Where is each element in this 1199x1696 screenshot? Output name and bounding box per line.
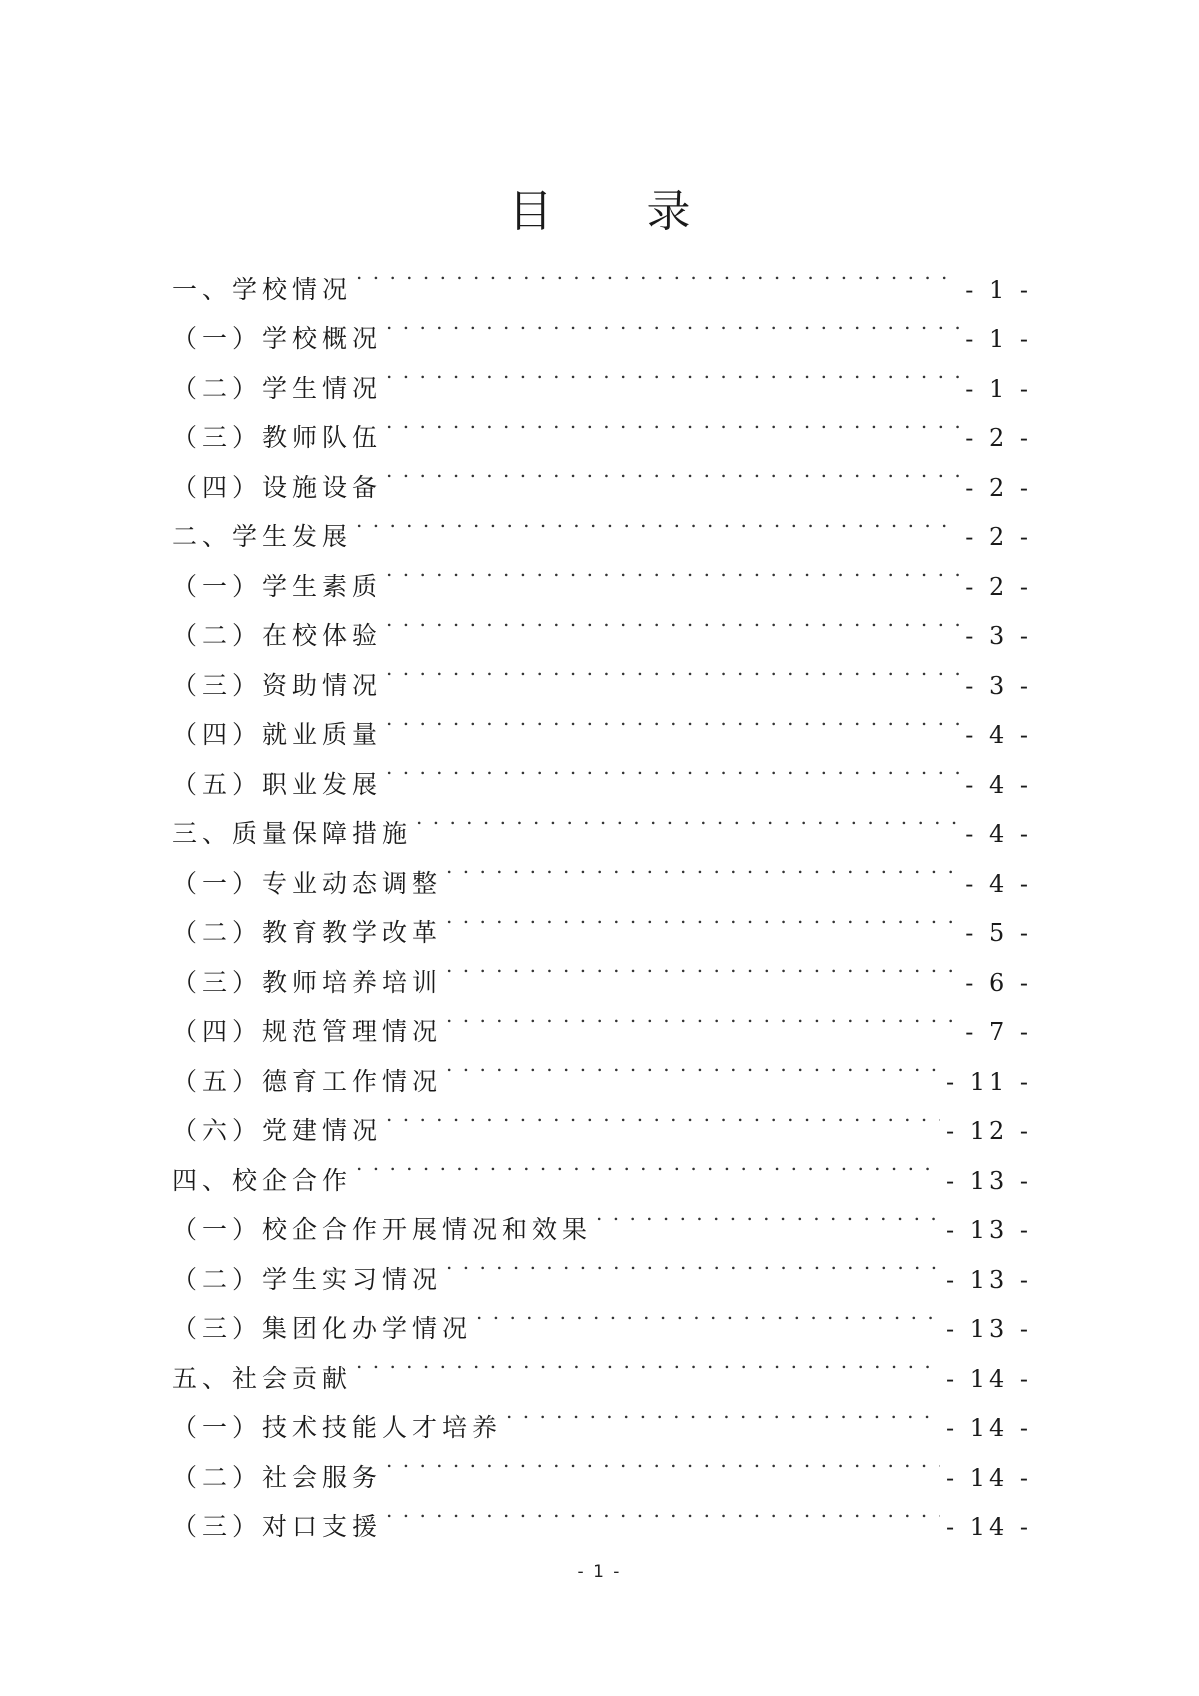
- toc-entry-page: - 14 -: [945, 1364, 1032, 1393]
- toc-leader-dots: [416, 793, 959, 843]
- toc-entry-label: （三）教师培养培训: [172, 967, 443, 997]
- toc-leader-dots: [446, 1238, 940, 1288]
- toc-entry-label: 一、学校情况: [172, 274, 353, 304]
- toc-entry-label: （一）学校概况: [172, 324, 383, 353]
- toc-entry-page: - 1 -: [965, 275, 1032, 304]
- toc-entry-label: （二）在校体验: [172, 621, 383, 650]
- toc-entry-page: - 2 -: [965, 523, 1032, 551]
- toc-entry-page: - 3 -: [965, 622, 1032, 650]
- toc-entry-label: （四）规范管理情况: [172, 1017, 443, 1046]
- toc-leader-dots: [506, 1387, 940, 1437]
- toc-entry-label: 三、质量保障措施: [172, 819, 413, 848]
- toc-leader-dots: [386, 1436, 940, 1486]
- toc-leader-dots: [596, 1189, 940, 1239]
- toc-entry-page: - 12 -: [945, 1117, 1032, 1145]
- toc-leader-dots: [356, 496, 959, 546]
- toc-entry-label: （六）党建情况: [172, 1116, 383, 1145]
- toc-entry-label: （二）学生实习情况: [172, 1264, 443, 1294]
- toc-entry[interactable]: [172, 248, 1032, 304]
- toc-entry-page: - 4 -: [965, 770, 1032, 799]
- toc-entry-label: （三）对口支援: [172, 1512, 383, 1541]
- toc-entry-label: （三）集团化办学情况: [172, 1314, 473, 1343]
- toc-entry-page: - 2 -: [965, 424, 1032, 452]
- toc-leader-dots: [446, 1040, 940, 1090]
- toc-entry-page: - 14 -: [945, 1513, 1032, 1541]
- toc-leader-dots: [356, 1337, 940, 1387]
- toc-entry-label: （四）就业质量: [172, 720, 383, 749]
- toc-entry-page: - 1 -: [965, 374, 1032, 403]
- toc-entry-page: - 11 -: [945, 1067, 1032, 1096]
- toc-leader-dots: [446, 941, 959, 991]
- toc-leader-dots: [386, 1486, 940, 1536]
- toc-entry-page: - 1 -: [965, 325, 1032, 353]
- toc-entry-page: - 4 -: [965, 869, 1032, 898]
- toc-entry-label: （二）教育教学改革: [172, 918, 443, 947]
- toc-entry-page: - 2 -: [965, 473, 1032, 502]
- toc-entry-page: - 3 -: [965, 671, 1032, 700]
- toc-entry-page: - 14 -: [945, 1463, 1032, 1492]
- toc-leader-dots: [356, 248, 959, 298]
- toc-leader-dots: [356, 1139, 940, 1189]
- toc-leader-dots: [386, 446, 959, 496]
- toc-leader-dots: [386, 694, 959, 744]
- toc-entry-label: （一）校企合作开展情况和效果: [172, 1215, 593, 1244]
- toc-entry-page: - 14 -: [945, 1414, 1032, 1442]
- toc-leader-dots: [386, 743, 959, 793]
- toc-entry-page: - 13 -: [945, 1166, 1032, 1195]
- toc-entry-label: （一）专业动态调整: [172, 868, 443, 898]
- table-of-contents: [172, 248, 1032, 1541]
- toc-entry-label: 五、社会贡献: [172, 1363, 353, 1393]
- page-number-footer: - 1 -: [577, 1562, 622, 1582]
- toc-entry-page: - 2 -: [965, 572, 1032, 601]
- toc-leader-dots: [386, 397, 959, 447]
- toc-entry-page: - 13 -: [945, 1265, 1032, 1294]
- toc-entry-label: （四）设施设备: [172, 472, 383, 502]
- toc-leader-dots: [446, 842, 959, 892]
- toc-entry-label: （一）学生素质: [172, 571, 383, 601]
- toc-entry-label: 四、校企合作: [172, 1165, 353, 1195]
- toc-entry-page: - 13 -: [945, 1315, 1032, 1343]
- toc-entry-label: （二）社会服务: [172, 1462, 383, 1492]
- toc-leader-dots: [386, 644, 959, 694]
- toc-entry-page: - 13 -: [945, 1216, 1032, 1244]
- toc-leader-dots: [386, 545, 959, 595]
- toc-entry-page: - 4 -: [965, 820, 1032, 848]
- toc-entry-page: - 4 -: [965, 721, 1032, 749]
- toc-entry-label: （三）教师队伍: [172, 423, 383, 452]
- toc-leader-dots: [386, 595, 959, 645]
- toc-entry-label: （三）资助情况: [172, 670, 383, 700]
- page-title: 目 录: [508, 186, 731, 237]
- toc-entry-label: （五）职业发展: [172, 769, 383, 799]
- toc-leader-dots: [386, 347, 959, 397]
- toc-leader-dots: [446, 892, 959, 942]
- toc-entry-label: 二、学生发展: [172, 522, 353, 551]
- toc-leader-dots: [386, 1090, 940, 1140]
- toc-leader-dots: [446, 991, 959, 1041]
- toc-entry-label: （五）德育工作情况: [172, 1066, 443, 1096]
- toc-leader-dots: [386, 298, 959, 348]
- toc-leader-dots: [476, 1288, 940, 1338]
- toc-entry-page: - 5 -: [965, 919, 1032, 947]
- toc-entry-label: （一）技术技能人才培养: [172, 1413, 503, 1442]
- toc-entry-page: - 6 -: [965, 968, 1032, 997]
- toc-entry-label: （二）学生情况: [172, 373, 383, 403]
- toc-entry-page: - 7 -: [965, 1018, 1032, 1046]
